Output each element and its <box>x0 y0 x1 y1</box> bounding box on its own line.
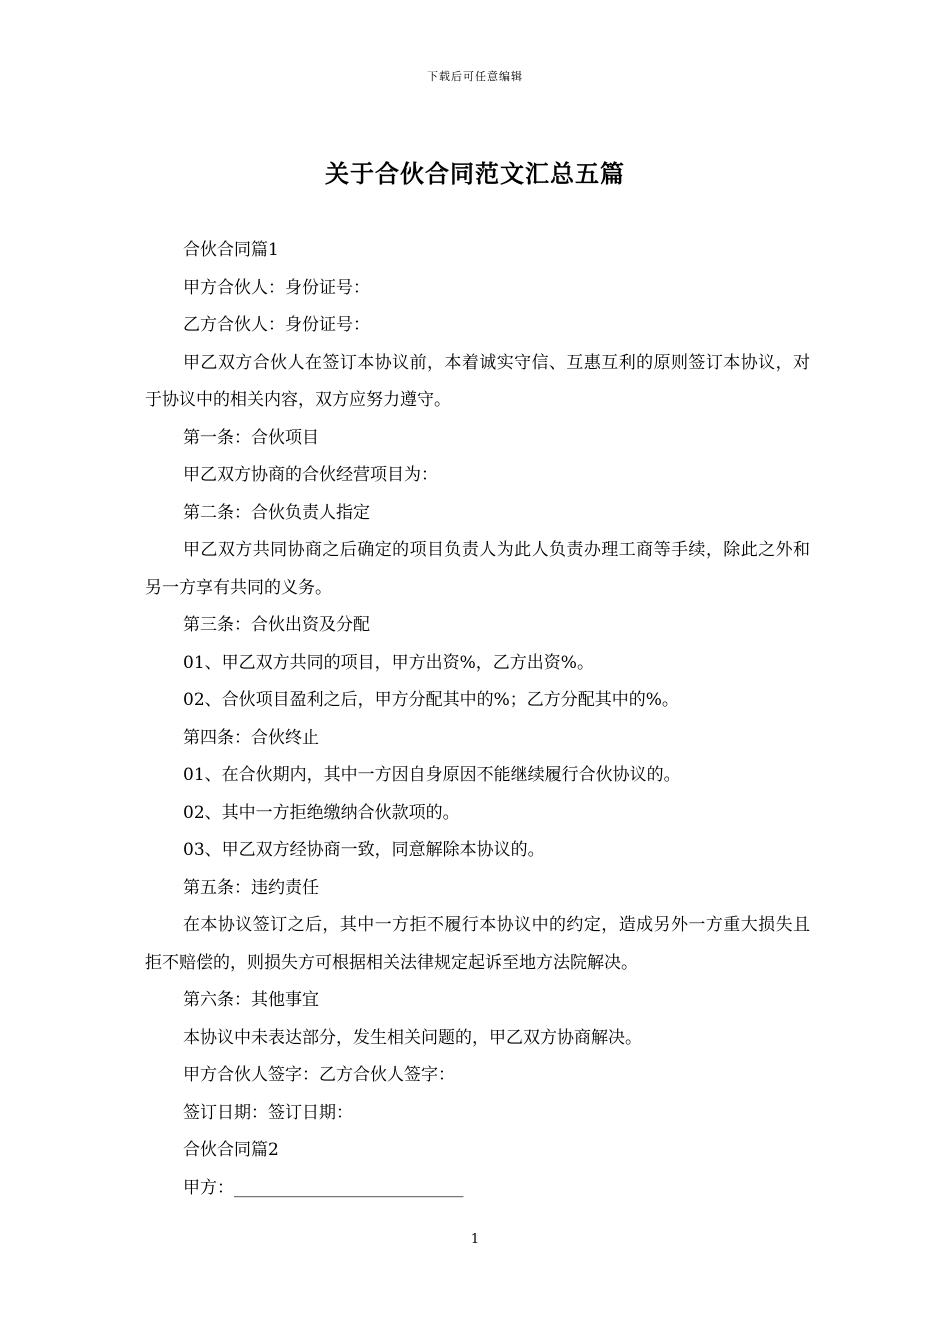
paragraph: 第四条：合伙终止 <box>183 727 319 748</box>
document-body <box>145 232 810 1207</box>
paragraph: 第一条：合伙项目 <box>183 427 319 448</box>
paragraph: 第五条：违约责任 <box>183 877 319 898</box>
page-number: 1 <box>470 1232 480 1247</box>
paragraph: 合伙合同篇1 <box>183 240 279 260</box>
header-note: 下载后可任意编辑 <box>427 70 523 83</box>
paragraph: 签订日期：签订日期： <box>183 1102 353 1123</box>
paragraph: 乙方合伙人：身份证号： <box>183 315 370 335</box>
paragraph: 01、在合伙期内，其中一方因自身原因不能继续履行合伙协议的。 <box>183 765 681 785</box>
paragraph: 合伙合同篇2 <box>183 1140 279 1160</box>
paragraph: 甲方合伙人签字：乙方合伙人签字： <box>183 1065 455 1085</box>
paragraph: 甲方：___________________________ <box>183 1177 464 1198</box>
paragraph: 02、合伙项目盈利之后，甲方分配其中的%；乙方分配其中的%。 <box>183 690 679 710</box>
paragraph: 第二条：合伙负责人指定 <box>183 502 370 523</box>
paragraph: 甲乙双方合伙人在签订本协议前，本着诚实守信、互惠互利的原则签订本协议，对于协议中的相关内容，双方应努力遵守。 <box>145 352 810 410</box>
document-title: 关于合伙合同范文汇总五篇 <box>325 159 625 188</box>
paragraph: 甲方合伙人：身份证号： <box>183 277 370 298</box>
paragraph: 甲乙双方协商的合伙经营项目为： <box>183 465 438 485</box>
paragraph: 02、其中一方拒绝缴纳合伙款项的。 <box>183 802 460 823</box>
paragraph: 第三条：合伙出资及分配 <box>183 615 370 635</box>
paragraph: 第六条：其他事宜 <box>183 990 319 1010</box>
paragraph: 甲乙双方共同协商之后确定的项目负责人为此人负责办理工商等手续，除此之外和另一方享有共同的义务。 <box>145 540 810 598</box>
paragraph: 03、甲乙双方经协商一致，同意解除本协议的。 <box>183 840 545 860</box>
paragraph: 在本协议签订之后，其中一方拒不履行本协议中的约定，造成另外一方重大损失且拒不赔偿的，则损失方可根据相关法律规定起诉至地方法院解决。 <box>145 915 810 973</box>
paragraph: 本协议中未表达部分，发生相关问题的，甲乙双方协商解决。 <box>183 1027 642 1048</box>
paragraph: 01、甲乙双方共同的项目，甲方出资%，乙方出资%。 <box>183 652 594 673</box>
